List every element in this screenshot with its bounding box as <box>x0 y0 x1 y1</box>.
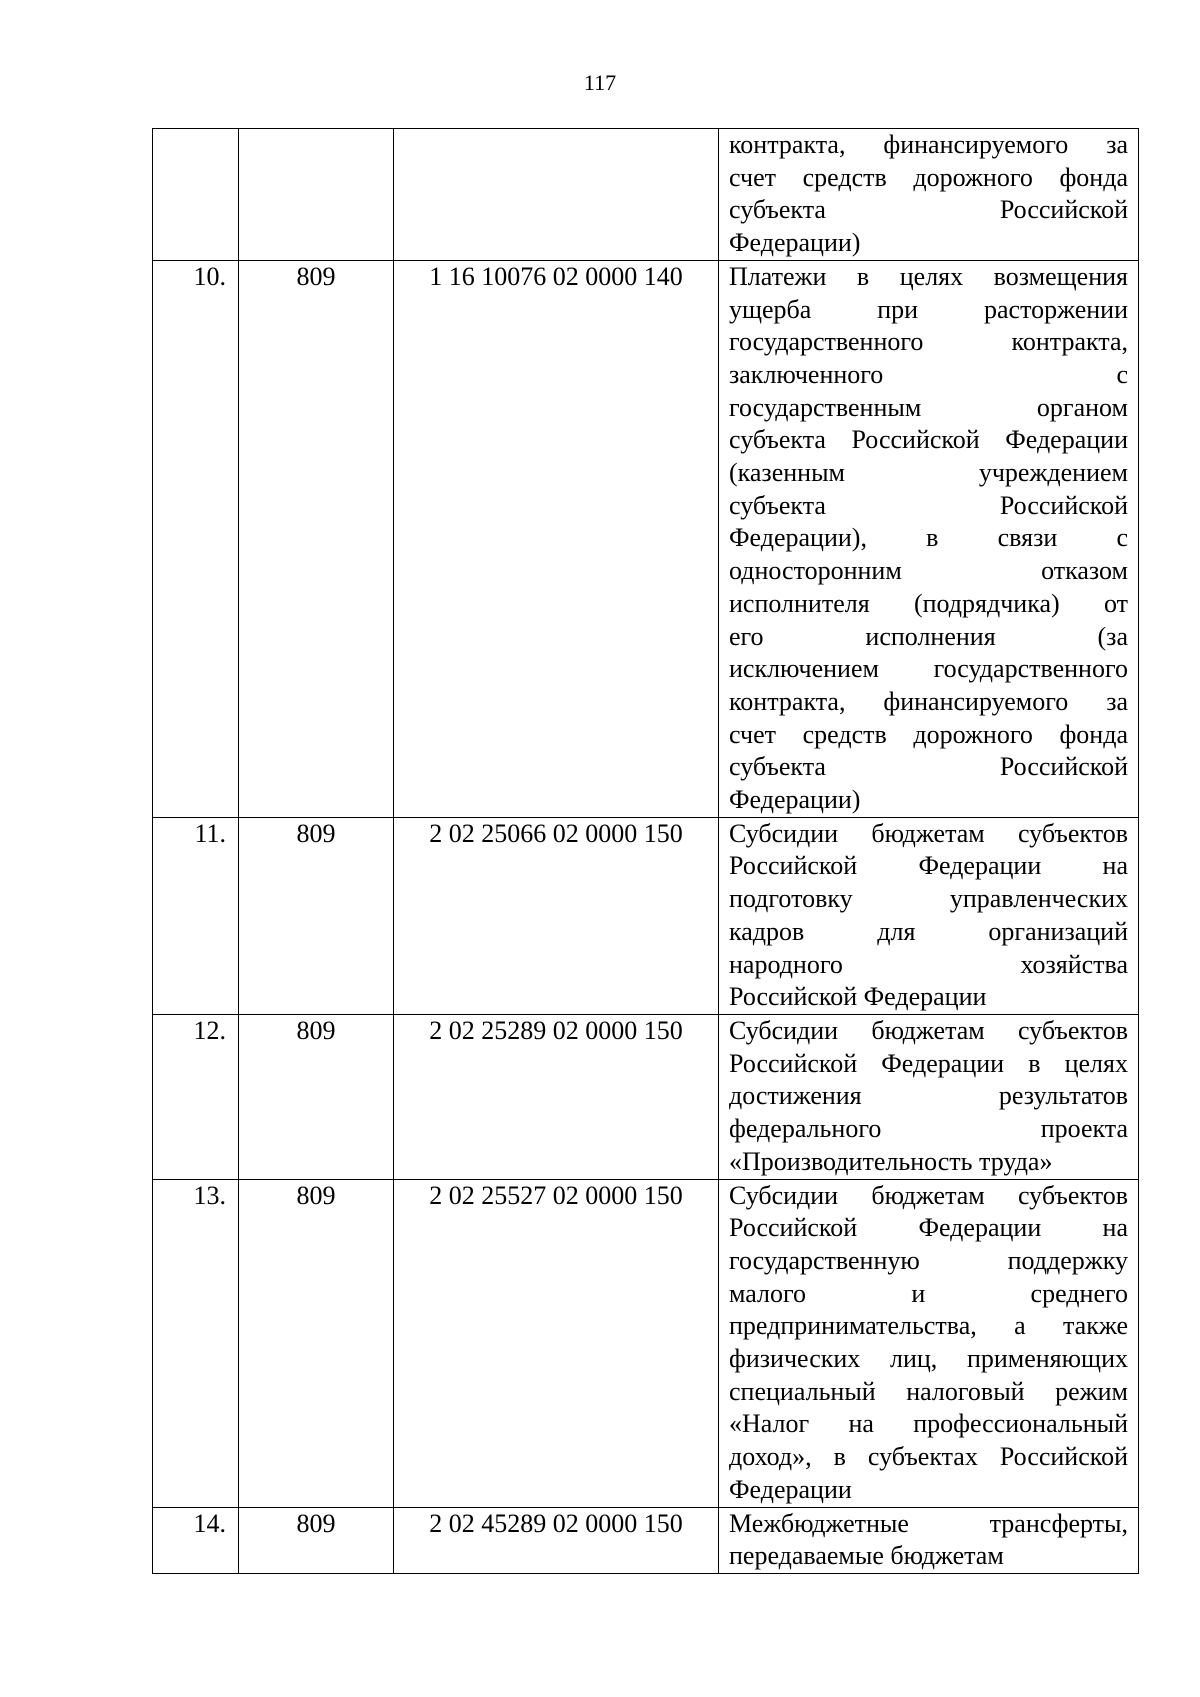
description-line: «Налог на профессиональный <box>729 1409 1128 1439</box>
description-line: кадров для организаций <box>729 916 1128 946</box>
description-line: счет средств дорожного фонда <box>729 162 1128 192</box>
description-line: Российской Федерации на <box>729 851 1128 881</box>
description-line: Субсидии бюджетам субъектов <box>729 1180 1128 1210</box>
administrator-code-cell: 809 <box>239 817 394 1014</box>
revenue-description-cell <box>719 1014 1139 1179</box>
description-line: заключенного с <box>729 359 1128 389</box>
description-line: ущерба при расторжении <box>729 294 1128 324</box>
description-line: Федерации) <box>729 785 861 815</box>
description-line: контракта, финансируемого за <box>729 686 1128 716</box>
description-line: передаваемые бюджетам <box>729 1541 1004 1571</box>
description-line: федерального проекта <box>729 1114 1128 1144</box>
description-line: субъекта Российской <box>729 490 1128 520</box>
administrator-code-cell: 809 <box>239 1507 394 1573</box>
description-line: Федерации <box>729 1474 852 1504</box>
revenue-description-cell <box>719 1507 1139 1573</box>
table-row <box>153 1179 1139 1507</box>
description-line: малого и среднего <box>729 1278 1128 1308</box>
budget-revenue-table <box>152 128 1139 1574</box>
table-row <box>153 129 1139 261</box>
description-line: субъекта Российской Федерации <box>729 425 1128 455</box>
description-line: Платежи в целях возмещения <box>729 261 1128 291</box>
description-line: «Производительность труда» <box>729 1146 1053 1176</box>
description-line: Субсидии бюджетам субъектов <box>729 818 1128 848</box>
row-number-cell: 14. <box>153 1507 239 1573</box>
description-line: (казенным учреждением <box>729 458 1128 488</box>
description-line: Федерации) <box>729 228 861 258</box>
description-line: народного хозяйства <box>729 949 1128 979</box>
table-row <box>153 817 1139 1014</box>
row-number-cell: 12. <box>153 1014 239 1179</box>
row-number-cell: 10. <box>153 260 239 817</box>
description-line: исключением государственного <box>729 654 1128 684</box>
revenue-description-cell <box>719 817 1139 1014</box>
description-line: государственным органом <box>729 392 1128 422</box>
budget-classification-code-cell <box>394 129 719 261</box>
description-line: доход», в субъектах Российской <box>729 1442 1128 1472</box>
description-line: субъекта Российской <box>729 195 1128 225</box>
description-line: счет средств дорожного фонда <box>729 719 1128 749</box>
administrator-code-cell <box>239 129 394 261</box>
description-line: Российской Федерации в целях <box>729 1048 1128 1078</box>
description-line: Российской Федерации <box>729 982 987 1012</box>
administrator-code-cell: 809 <box>239 1014 394 1179</box>
description-line: Межбюджетные трансферты, <box>729 1508 1128 1538</box>
row-number-cell: 13. <box>153 1179 239 1507</box>
administrator-code-cell: 809 <box>239 260 394 817</box>
description-line: предпринимательства, а также <box>729 1311 1128 1341</box>
description-line: субъекта Российской <box>729 752 1128 782</box>
description-line: государственную поддержку <box>729 1245 1128 1275</box>
row-number-cell: 11. <box>153 817 239 1014</box>
row-number-cell <box>153 129 239 261</box>
description-line: односторонним отказом <box>729 556 1128 586</box>
budget-classification-code-cell: 2 02 25066 02 0000 150 <box>394 817 719 1014</box>
administrator-code-cell: 809 <box>239 1179 394 1507</box>
budget-classification-code-cell: 2 02 45289 02 0000 150 <box>394 1507 719 1573</box>
description-line: исполнителя (подрядчика) от <box>729 588 1128 618</box>
table-row <box>153 1014 1139 1179</box>
description-line: Российской Федерации на <box>729 1213 1128 1243</box>
description-line: достижения результатов <box>729 1081 1128 1111</box>
description-line: физических лиц, применяющих <box>729 1344 1128 1374</box>
revenue-description-cell <box>719 1179 1139 1507</box>
page-number: 117 <box>583 70 617 95</box>
revenue-description-cell <box>719 260 1139 817</box>
budget-classification-code-cell: 2 02 25527 02 0000 150 <box>394 1179 719 1507</box>
table-row <box>153 260 1139 817</box>
revenue-description-cell <box>719 129 1139 261</box>
table-row <box>153 1507 1139 1573</box>
description-line: государственного контракта, <box>729 327 1128 357</box>
description-line: подготовку управленческих <box>729 884 1128 914</box>
description-line: Субсидии бюджетам субъектов <box>729 1015 1128 1045</box>
budget-classification-code-cell: 2 02 25289 02 0000 150 <box>394 1014 719 1179</box>
description-line: контракта, финансируемого за <box>729 130 1128 159</box>
table-body <box>153 129 1139 1574</box>
description-line: специальный налоговый режим <box>729 1376 1128 1406</box>
description-line: Федерации), в связи с <box>729 523 1128 553</box>
budget-classification-code-cell: 1 16 10076 02 0000 140 <box>394 260 719 817</box>
description-line: его исполнения (за <box>729 621 1128 651</box>
